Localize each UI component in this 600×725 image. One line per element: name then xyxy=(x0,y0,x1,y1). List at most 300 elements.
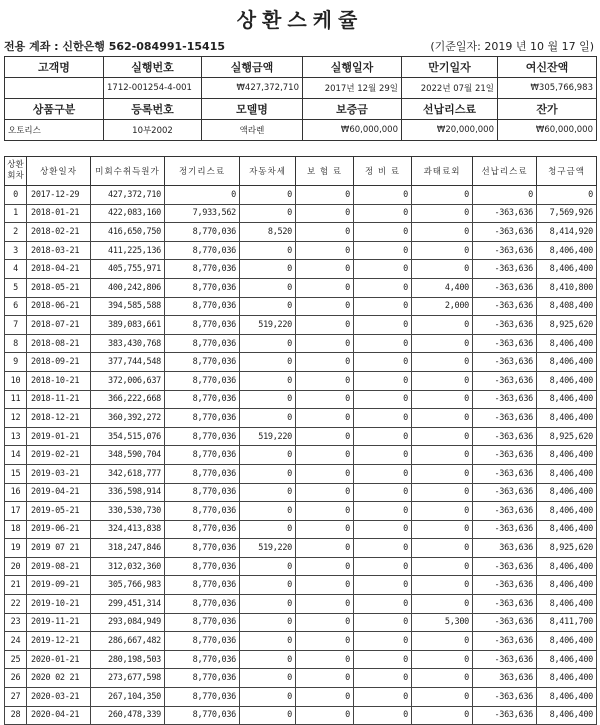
table-cell: 0 xyxy=(296,669,354,688)
table-cell: 8,770,036 xyxy=(165,688,240,707)
table-cell: 0 xyxy=(412,706,473,725)
table-cell: 0 xyxy=(354,502,412,521)
table-cell: 0 xyxy=(296,483,354,502)
table-cell: 0 xyxy=(240,632,296,651)
table-cell: -363,636 xyxy=(473,502,537,521)
table-cell: 377,744,548 xyxy=(91,353,165,372)
table-cell: 2019-12-21 xyxy=(27,632,91,651)
table-cell: 0 xyxy=(354,632,412,651)
table-cell: 0 xyxy=(296,706,354,725)
table-cell: 0 xyxy=(412,520,473,539)
deposit-value: ₩60,000,000 xyxy=(303,120,402,141)
execution-date-value: 2017년 12월 29일 xyxy=(303,78,402,99)
table-cell: 389,083,661 xyxy=(91,316,165,335)
table-cell: 416,650,750 xyxy=(91,223,165,242)
table-cell: -363,636 xyxy=(473,278,537,297)
table-cell: 519,220 xyxy=(240,316,296,335)
table-cell: 8,406,400 xyxy=(537,483,597,502)
table-cell: 8,411,700 xyxy=(537,613,597,632)
table-cell: 20 xyxy=(5,557,27,576)
table-cell: 8,770,036 xyxy=(165,539,240,558)
table-cell: 0 xyxy=(240,278,296,297)
table-cell: -363,636 xyxy=(473,316,537,335)
schedule-column-header: 자동차세 xyxy=(240,157,296,186)
table-cell: 2018-04-21 xyxy=(27,260,91,279)
table-cell: 27 xyxy=(5,688,27,707)
table-cell: 2018-11-21 xyxy=(27,390,91,409)
table-cell: 5,300 xyxy=(412,613,473,632)
table-row xyxy=(5,464,597,483)
table-cell: 2020-03-21 xyxy=(27,688,91,707)
table-cell: 0 xyxy=(296,316,354,335)
table-row xyxy=(5,483,597,502)
schedule-column-header: 상환일자 xyxy=(27,157,91,186)
table-cell: 8,406,400 xyxy=(537,557,597,576)
table-cell: 0 xyxy=(412,427,473,446)
table-cell: 0 xyxy=(296,278,354,297)
table-cell: 0 xyxy=(354,483,412,502)
table-cell: 324,413,838 xyxy=(91,520,165,539)
table-cell: 8,520 xyxy=(240,223,296,242)
table-cell: 0 xyxy=(354,297,412,316)
table-cell: 0 xyxy=(296,371,354,390)
table-cell: 8,406,400 xyxy=(537,334,597,353)
table-cell: 2017-12-29 xyxy=(27,186,91,205)
table-cell: 1 xyxy=(5,204,27,223)
schedule-column-header: 선납리스료 xyxy=(473,157,537,186)
table-cell: 8,406,400 xyxy=(537,353,597,372)
table-cell: 0 xyxy=(296,632,354,651)
table-cell: 0 xyxy=(240,650,296,669)
table-cell: 0 xyxy=(412,390,473,409)
table-cell: 0 xyxy=(412,669,473,688)
info-header: 상품구분 xyxy=(5,99,104,120)
table-row xyxy=(5,576,597,595)
table-row xyxy=(5,186,597,205)
table-cell: 2018-03-21 xyxy=(27,241,91,260)
table-cell: 0 xyxy=(240,371,296,390)
table-cell: 0 xyxy=(412,186,473,205)
table-cell: 0 xyxy=(354,669,412,688)
table-cell: 2019-06-21 xyxy=(27,520,91,539)
execution-number-value: 1712-001254-4-001 xyxy=(104,78,202,99)
table-cell: 8,770,036 xyxy=(165,464,240,483)
table-cell: 0 xyxy=(354,241,412,260)
table-cell: -363,636 xyxy=(473,204,537,223)
table-cell: 8,406,400 xyxy=(537,632,597,651)
table-cell: 0 xyxy=(354,390,412,409)
table-row xyxy=(5,427,597,446)
table-cell: 8,414,920 xyxy=(537,223,597,242)
info-header: 고객명 xyxy=(5,57,104,78)
table-cell: 8,770,036 xyxy=(165,390,240,409)
table-cell: 8,770,036 xyxy=(165,483,240,502)
table-cell: 2 xyxy=(5,223,27,242)
table-cell: 0 xyxy=(354,650,412,669)
table-cell: 260,478,339 xyxy=(91,706,165,725)
table-cell: 0 xyxy=(296,223,354,242)
table-cell: 2018-12-21 xyxy=(27,409,91,428)
table-cell: -363,636 xyxy=(473,409,537,428)
table-cell: 2018-01-21 xyxy=(27,204,91,223)
table-cell: 0 xyxy=(412,557,473,576)
table-cell: 16 xyxy=(5,483,27,502)
table-cell: 0 xyxy=(354,595,412,614)
table-cell: 0 xyxy=(240,669,296,688)
table-cell: 0 xyxy=(354,409,412,428)
table-cell: 0 xyxy=(412,576,473,595)
table-cell: 0 xyxy=(165,186,240,205)
loan-balance-value: ₩305,766,983 xyxy=(498,78,597,99)
table-cell: 0 xyxy=(412,539,473,558)
table-cell: 0 xyxy=(240,186,296,205)
table-row xyxy=(5,371,597,390)
table-row xyxy=(5,650,597,669)
table-cell: 8,406,400 xyxy=(537,576,597,595)
table-cell: 519,220 xyxy=(240,427,296,446)
table-cell: 8,770,036 xyxy=(165,613,240,632)
table-cell: 0 xyxy=(296,557,354,576)
residual-value: ₩60,000,000 xyxy=(498,120,597,141)
info-header: 여신잔액 xyxy=(498,57,597,78)
table-cell: -363,636 xyxy=(473,353,537,372)
table-cell: 280,198,503 xyxy=(91,650,165,669)
table-cell: 0 xyxy=(354,204,412,223)
table-cell: 383,430,768 xyxy=(91,334,165,353)
table-cell: 363,636 xyxy=(473,669,537,688)
table-cell: 312,032,360 xyxy=(91,557,165,576)
table-cell: 0 xyxy=(354,223,412,242)
table-cell: -363,636 xyxy=(473,371,537,390)
table-cell: 8,770,036 xyxy=(165,427,240,446)
table-cell: 2019-05-21 xyxy=(27,502,91,521)
table-row xyxy=(5,260,597,279)
table-cell: 8,770,036 xyxy=(165,241,240,260)
table-cell: 0 xyxy=(354,520,412,539)
table-cell: 305,766,983 xyxy=(91,576,165,595)
table-cell: 8,406,400 xyxy=(537,706,597,725)
table-cell: 9 xyxy=(5,353,27,372)
table-cell: 0 xyxy=(296,539,354,558)
table-cell: 2019-11-21 xyxy=(27,613,91,632)
maturity-date-value: 2022년 07월 21일 xyxy=(402,78,498,99)
table-cell: 8,770,036 xyxy=(165,297,240,316)
table-cell: 14 xyxy=(5,446,27,465)
table-cell: 0 xyxy=(412,334,473,353)
schedule-header-row xyxy=(5,157,597,186)
table-cell: 0 xyxy=(412,650,473,669)
table-cell: 2018-07-21 xyxy=(27,316,91,335)
table-cell: 0 xyxy=(412,223,473,242)
table-cell: 8,925,620 xyxy=(537,539,597,558)
table-cell: 348,590,704 xyxy=(91,446,165,465)
table-cell: 519,220 xyxy=(240,539,296,558)
table-cell: 7,569,926 xyxy=(537,204,597,223)
table-row xyxy=(5,446,597,465)
table-cell: 8,770,036 xyxy=(165,520,240,539)
table-cell: 0 xyxy=(354,539,412,558)
table-cell: 13 xyxy=(5,427,27,446)
table-row xyxy=(5,632,597,651)
table-row xyxy=(5,278,597,297)
table-cell: 342,618,777 xyxy=(91,464,165,483)
table-cell: 0 xyxy=(354,371,412,390)
product-type-value: 오토리스 xyxy=(5,120,104,141)
table-cell: -363,636 xyxy=(473,706,537,725)
table-cell: 0 xyxy=(354,464,412,483)
table-cell: 0 xyxy=(240,204,296,223)
table-cell: 0 xyxy=(412,595,473,614)
table-cell: 17 xyxy=(5,502,27,521)
table-cell: 2018-10-21 xyxy=(27,371,91,390)
table-cell: 0 xyxy=(354,427,412,446)
table-cell: 0 xyxy=(296,464,354,483)
table-cell: 0 xyxy=(296,502,354,521)
table-cell: 8,406,400 xyxy=(537,260,597,279)
schedule-column-header: 정 비 료 xyxy=(354,157,412,186)
table-cell: 8,408,400 xyxy=(537,297,597,316)
table-cell: 0 xyxy=(240,334,296,353)
table-cell: 4,400 xyxy=(412,278,473,297)
table-cell: 0 xyxy=(412,241,473,260)
table-cell: 5 xyxy=(5,278,27,297)
table-cell: 26 xyxy=(5,669,27,688)
table-cell: 0 xyxy=(240,297,296,316)
table-cell: 2020 02 21 xyxy=(27,669,91,688)
table-cell: 0 xyxy=(296,353,354,372)
info-value-row-1 xyxy=(5,78,597,99)
table-cell: 0 xyxy=(354,613,412,632)
table-cell: 8,770,036 xyxy=(165,353,240,372)
model-name-value: 액라렌 xyxy=(202,120,303,141)
info-value-row-2 xyxy=(5,120,597,141)
table-cell: 8,770,036 xyxy=(165,632,240,651)
table-cell: 318,247,846 xyxy=(91,539,165,558)
table-cell: 18 xyxy=(5,520,27,539)
table-cell: 405,755,971 xyxy=(91,260,165,279)
table-cell: 0 xyxy=(296,446,354,465)
table-cell: -363,636 xyxy=(473,297,537,316)
table-cell: 0 xyxy=(240,446,296,465)
table-cell: 0 xyxy=(354,706,412,725)
table-cell: 0 xyxy=(240,483,296,502)
table-cell: 8,406,400 xyxy=(537,520,597,539)
schedule-column-header: 과태료외 xyxy=(412,157,473,186)
table-row xyxy=(5,557,597,576)
table-row xyxy=(5,688,597,707)
table-cell: 8,406,400 xyxy=(537,409,597,428)
table-cell: 2019-03-21 xyxy=(27,464,91,483)
table-cell: 0 xyxy=(354,353,412,372)
table-cell: 0 xyxy=(240,502,296,521)
table-cell: 8,770,036 xyxy=(165,409,240,428)
table-cell: 8,925,620 xyxy=(537,427,597,446)
table-cell: 15 xyxy=(5,464,27,483)
table-cell: 0 xyxy=(296,688,354,707)
table-cell: 2019 07 21 xyxy=(27,539,91,558)
table-cell: 330,530,730 xyxy=(91,502,165,521)
info-header: 등록번호 xyxy=(104,99,202,120)
table-cell: 8,770,036 xyxy=(165,223,240,242)
table-cell: 7,933,562 xyxy=(165,204,240,223)
table-cell: 2019-09-21 xyxy=(27,576,91,595)
schedule-column-header: 미회수취득원가 xyxy=(91,157,165,186)
table-cell: 0 xyxy=(296,241,354,260)
table-cell: 2020-01-21 xyxy=(27,650,91,669)
table-cell: 0 xyxy=(354,688,412,707)
table-cell: 4 xyxy=(5,260,27,279)
table-cell: 0 xyxy=(473,186,537,205)
table-cell: 273,677,598 xyxy=(91,669,165,688)
table-row xyxy=(5,353,597,372)
table-cell: 22 xyxy=(5,595,27,614)
table-cell: 3 xyxy=(5,241,27,260)
table-cell: -363,636 xyxy=(473,223,537,242)
table-cell: 0 xyxy=(412,409,473,428)
table-cell: 0 xyxy=(296,297,354,316)
table-row xyxy=(5,409,597,428)
table-cell: 0 xyxy=(296,650,354,669)
table-cell: -363,636 xyxy=(473,650,537,669)
table-cell: 2019-10-21 xyxy=(27,595,91,614)
page-title: 상환스케쥴 xyxy=(236,8,364,32)
table-cell: 0 xyxy=(240,260,296,279)
table-cell: 2,000 xyxy=(412,297,473,316)
table-cell: 0 xyxy=(296,186,354,205)
info-header-row-1 xyxy=(5,57,597,78)
table-row xyxy=(5,502,597,521)
table-cell: 0 xyxy=(296,204,354,223)
info-header: 선납리스료 xyxy=(402,99,498,120)
table-cell: 6 xyxy=(5,297,27,316)
table-cell: 0 xyxy=(354,576,412,595)
table-cell: 12 xyxy=(5,409,27,428)
table-row xyxy=(5,297,597,316)
table-cell: 8,406,400 xyxy=(537,446,597,465)
table-cell: 0 xyxy=(296,334,354,353)
table-row xyxy=(5,539,597,558)
table-cell: 363,636 xyxy=(473,539,537,558)
table-cell: 24 xyxy=(5,632,27,651)
table-cell: 2018-08-21 xyxy=(27,334,91,353)
table-cell: 2018-09-21 xyxy=(27,353,91,372)
table-cell: 8,770,036 xyxy=(165,446,240,465)
table-cell: -363,636 xyxy=(473,520,537,539)
registration-number-value: 10부2002 xyxy=(104,120,202,141)
table-row xyxy=(5,316,597,335)
table-cell: -363,636 xyxy=(473,632,537,651)
table-cell: 0 xyxy=(240,520,296,539)
info-header: 보증금 xyxy=(303,99,402,120)
table-cell: 8,406,400 xyxy=(537,241,597,260)
table-row xyxy=(5,520,597,539)
table-cell: 336,598,914 xyxy=(91,483,165,502)
table-cell: 0 xyxy=(240,688,296,707)
table-cell: 8,406,400 xyxy=(537,464,597,483)
table-cell: 0 xyxy=(412,502,473,521)
table-cell: 0 xyxy=(354,278,412,297)
table-cell: 0 xyxy=(240,353,296,372)
table-cell: 0 xyxy=(240,613,296,632)
table-cell: 2019-08-21 xyxy=(27,557,91,576)
table-cell: 8,770,036 xyxy=(165,371,240,390)
table-cell: 2019-02-21 xyxy=(27,446,91,465)
table-cell: 0 xyxy=(354,260,412,279)
table-cell: 299,451,314 xyxy=(91,595,165,614)
table-cell: 8,770,036 xyxy=(165,650,240,669)
info-header: 모델명 xyxy=(202,99,303,120)
table-cell: 2018-02-21 xyxy=(27,223,91,242)
table-cell: 23 xyxy=(5,613,27,632)
table-cell: 0 xyxy=(296,520,354,539)
table-row xyxy=(5,334,597,353)
table-cell: -363,636 xyxy=(473,576,537,595)
table-cell: 0 xyxy=(296,576,354,595)
table-cell: 0 xyxy=(412,464,473,483)
table-cell: 0 xyxy=(5,186,27,205)
table-cell: -363,636 xyxy=(473,464,537,483)
table-cell: 8,770,036 xyxy=(165,316,240,335)
table-cell: 8,925,620 xyxy=(537,316,597,335)
table-cell: 411,225,136 xyxy=(91,241,165,260)
table-cell: 2018-06-21 xyxy=(27,297,91,316)
table-cell: 0 xyxy=(296,260,354,279)
table-cell: 8,406,400 xyxy=(537,650,597,669)
schedule-column-header: 상환 회차 xyxy=(5,157,27,186)
table-cell: 0 xyxy=(296,427,354,446)
table-cell: 0 xyxy=(240,576,296,595)
table-cell: 8,770,036 xyxy=(165,576,240,595)
table-cell: 0 xyxy=(412,632,473,651)
table-cell: 427,372,710 xyxy=(91,186,165,205)
table-cell: 8,770,036 xyxy=(165,669,240,688)
table-cell: -363,636 xyxy=(473,613,537,632)
table-cell: 7 xyxy=(5,316,27,335)
table-cell: 372,006,637 xyxy=(91,371,165,390)
info-header: 만기일자 xyxy=(402,57,498,78)
table-cell: 267,104,350 xyxy=(91,688,165,707)
table-cell: 8,770,036 xyxy=(165,278,240,297)
table-cell: 8,406,400 xyxy=(537,595,597,614)
info-header: 실행번호 xyxy=(104,57,202,78)
table-cell: 8,406,400 xyxy=(537,371,597,390)
table-row xyxy=(5,706,597,725)
table-cell: 8,770,036 xyxy=(165,557,240,576)
table-cell: 293,084,949 xyxy=(91,613,165,632)
table-cell: 0 xyxy=(240,557,296,576)
table-row xyxy=(5,241,597,260)
table-cell: 0 xyxy=(296,595,354,614)
table-cell: 360,392,272 xyxy=(91,409,165,428)
table-cell: 0 xyxy=(354,186,412,205)
table-row xyxy=(5,595,597,614)
table-cell: 8,770,036 xyxy=(165,595,240,614)
table-cell: 354,515,076 xyxy=(91,427,165,446)
customer-name-value xyxy=(5,78,104,99)
table-cell: 0 xyxy=(412,316,473,335)
table-cell: 8,406,400 xyxy=(537,688,597,707)
table-cell: 0 xyxy=(296,409,354,428)
table-cell: 0 xyxy=(296,390,354,409)
table-cell: 2019-01-21 xyxy=(27,427,91,446)
table-row xyxy=(5,223,597,242)
table-cell: 0 xyxy=(412,204,473,223)
table-cell: 28 xyxy=(5,706,27,725)
table-cell: 25 xyxy=(5,650,27,669)
schedule-column-header: 보 험 료 xyxy=(296,157,354,186)
table-cell: 0 xyxy=(412,446,473,465)
table-cell: 0 xyxy=(354,334,412,353)
